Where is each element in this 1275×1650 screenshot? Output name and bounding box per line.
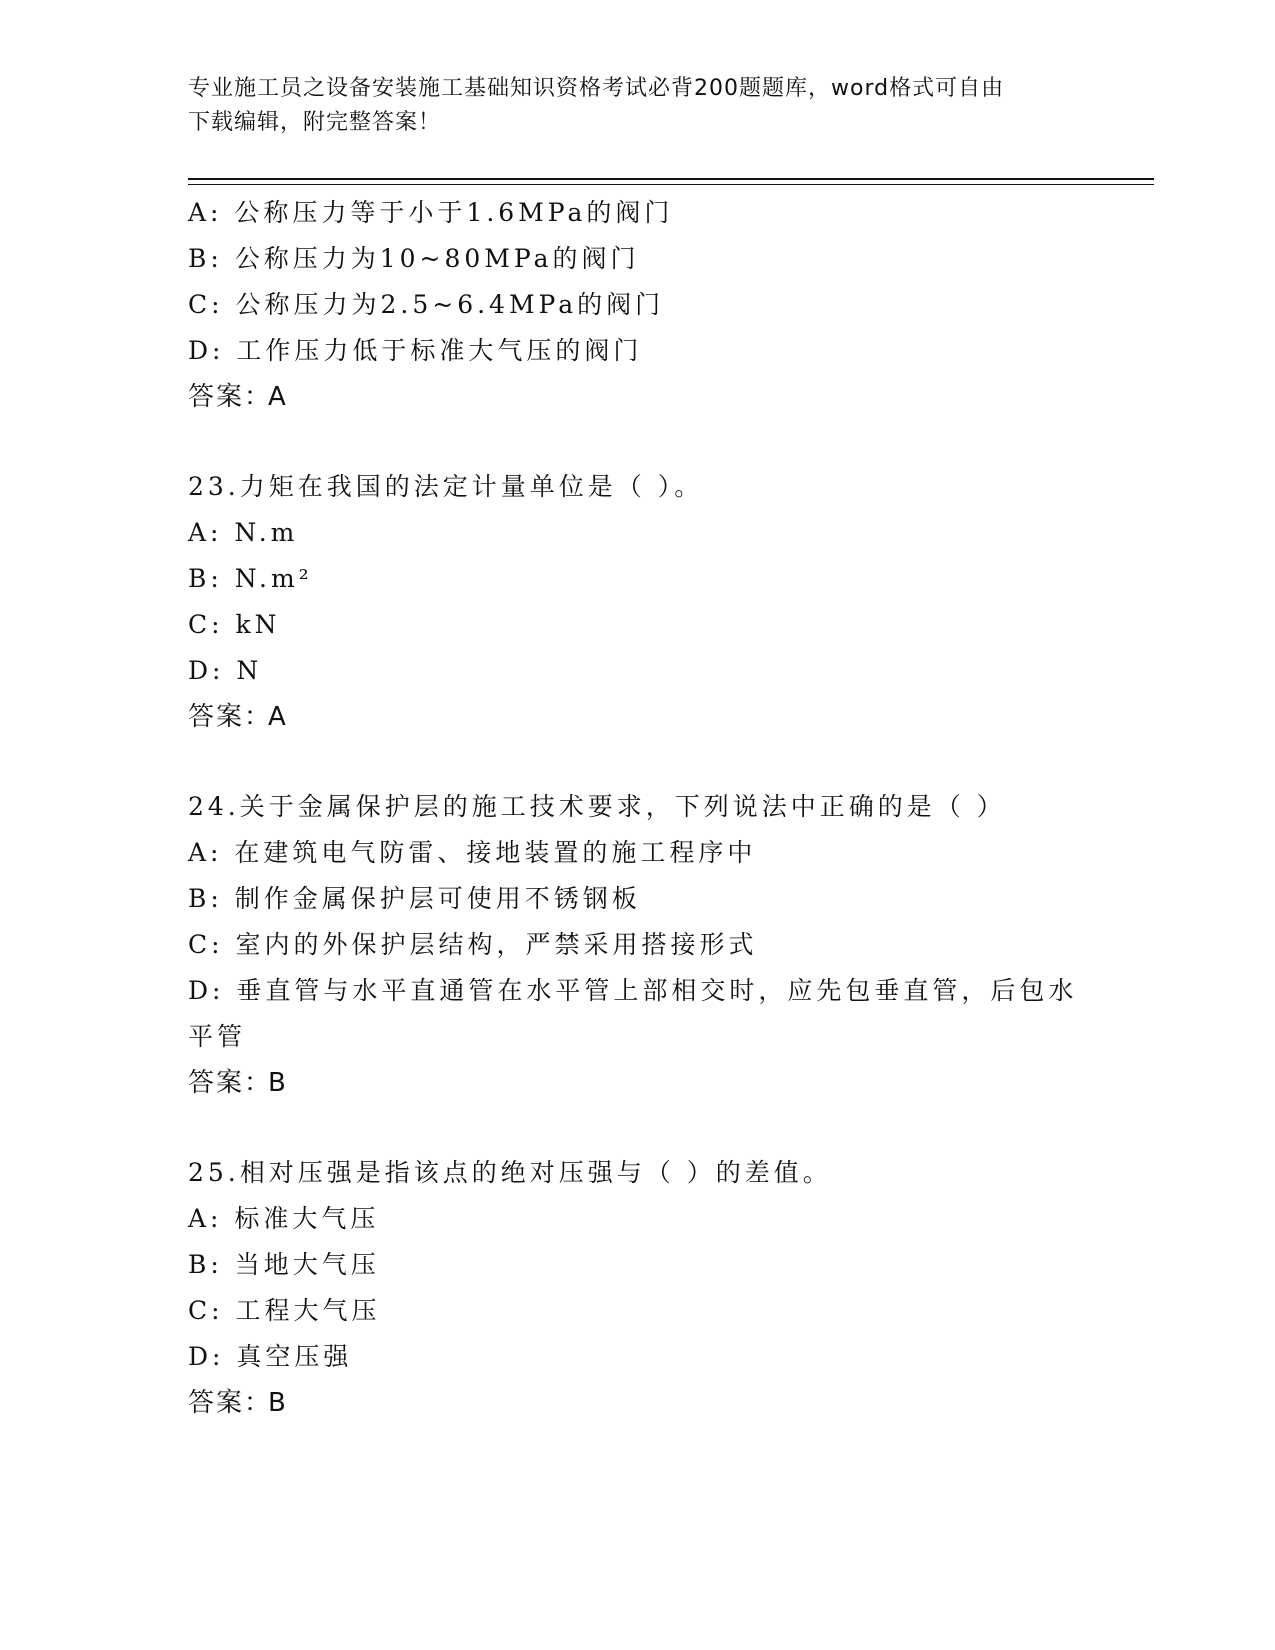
answer-value: B [268,1068,288,1098]
option-d: D: 垂直管与水平直通管在水平管上部相交时，应先包垂直管，后包水 [188,976,1078,1005]
answer-line [188,694,1088,740]
question-25 [188,1150,1088,1426]
question-22 [188,190,1088,420]
question-23 [188,464,1088,740]
answer-label: 答案： [188,382,273,412]
header-line-2: 下载编辑，附完整答案！ [188,110,442,135]
option-c: C: 工程大气压 [188,1296,381,1325]
answer-line [188,1380,1088,1426]
option-a: A: 在建筑电气防雷、接地装置的施工程序中 [188,838,757,867]
option-b: B: 当地大气压 [188,1250,380,1279]
answer-label: 答案： [188,1388,273,1418]
spacer [188,420,1088,464]
option-c: C: kN [188,610,281,639]
spacer [188,1106,1088,1150]
answer-line [188,1060,1088,1106]
option-a: A: 标准大气压 [188,1204,380,1233]
answer-value: A [268,382,288,412]
option-c: C: 公称压力为2.5~6.4MPa的阀门 [188,290,665,319]
option-d: D: 工作压力低于标准大气压的阀门 [188,336,643,365]
header-line-1: 专业施工员之设备安装施工基础知识资格考试必背200题题库，word格式可自由 [188,76,1005,101]
answer-line [188,374,1088,420]
option-b: B: 公称压力为10~80MPa的阀门 [188,244,640,273]
option-b: B: 制作金属保护层可使用不锈钢板 [188,884,641,913]
answer-label: 答案： [188,1068,273,1098]
question-text: 25.相对压强是指该点的绝对压强与（ ）的差值。 [188,1158,832,1187]
option-a: A: 公称压力等于小于1.6MPa的阀门 [188,198,674,227]
option-d: D: N [188,656,263,685]
question-list [188,190,1088,1426]
spacer [188,740,1088,784]
document-header [188,72,1068,140]
question-text: 24.关于金属保护层的施工技术要求，下列说法中正确的是（ ） [188,792,1006,821]
header-rule-thick [188,178,1154,180]
header-rule-thin [188,184,1154,185]
question-text: 23.力矩在我国的法定计量单位是（ ）。 [188,472,704,501]
option-c: C: 室内的外保护层结构，严禁采用搭接形式 [188,930,758,959]
answer-value: A [268,702,288,732]
answer-label: 答案： [188,702,273,732]
question-24 [188,784,1088,1106]
option-d: D: 真空压强 [188,1342,353,1371]
answer-value: B [268,1388,288,1418]
option-a: A: N.m [188,518,299,547]
option-b: B: N.m² [188,564,313,593]
option-d-continuation: 平管 [188,1022,247,1051]
